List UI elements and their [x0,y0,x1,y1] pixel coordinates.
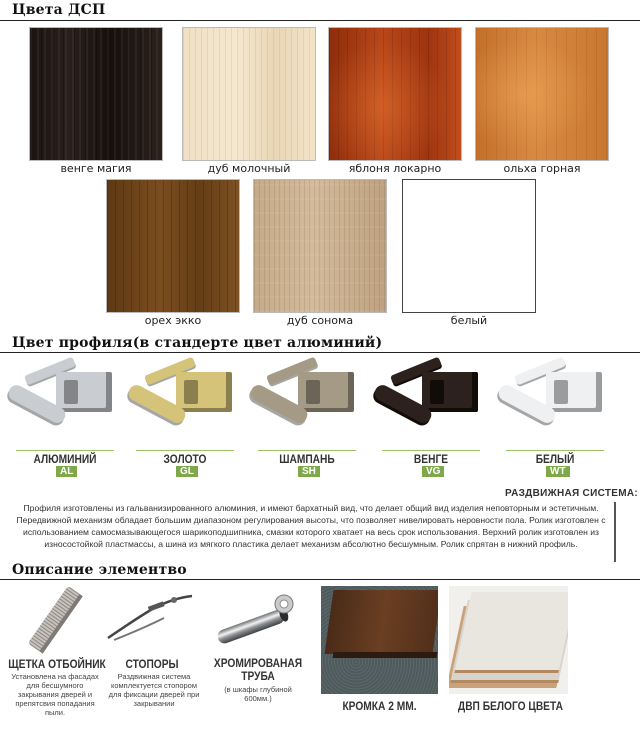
profile-image-gl [126,358,244,444]
profile-name: ШАМПАНЬ [279,452,335,466]
fibreboard-image [449,586,568,694]
profile-underline [16,450,114,451]
swatch-venge-magiya [29,27,163,161]
profile-code-badge: SH [298,466,320,477]
elements-section-title: Описание элементво [12,562,187,578]
dsp-divider [0,20,640,21]
swatch-oreh-ekko [106,179,240,313]
element-title: КРОМКА 2 ММ. [342,699,417,713]
profile-name: БЕЛЫЙ [535,452,575,466]
profile-underline [506,450,604,451]
profile-image-wt [496,358,614,444]
swatch-label: яблоня локарно [348,162,442,175]
profile-name: ВЕНГЕ [413,452,449,466]
swatch-olha-gornaya [475,27,609,161]
element-caption: (в шкафы глубиной 600мм.) [224,685,292,703]
profile-image-sh [248,358,366,444]
profile-section-title: Цвет профиля(в стандерте цвет алюминий) [12,335,383,351]
stopper-image [104,590,196,645]
swatch-label: белый [450,314,488,327]
swatch-label: дуб сонома [286,314,354,327]
brush-seal-image [14,585,94,655]
swatch-label: дуб молочный [207,162,291,175]
profile-name: ЗОЛОТО [163,452,207,466]
description-side-bar [614,502,616,562]
profile-underline [136,450,234,451]
sliding-system-description: Профиля изготовлены из гальванизированного алюминия, и имеют бархатный вид, что делает общий вид изделия неповторным и эстетичным. Передвижной механизм обладает большим диапазоном регулирования высоты, что позволяет нивелировать неровности пола. Ролик изготовлен с использованием самосмазывающегося шарикоподшипника, смазки которого хватает на весь срок использования. Верхний ролик изготовлен из износостойкой пластмассы, а шина из мягкого пластика делает механизм абсолютно бесшумным. Ролик спрятан в нижний профиль. [16,503,606,549]
element-caption: Раздвижная система комплектуется стопором для фиксации дверей при закрывании [108,672,200,708]
element-title: ДВП БЕЛОГО ЦВЕТА [457,699,563,713]
swatch-yablonya-lokarno [328,27,462,161]
swatch-dub-sonoma [253,179,387,313]
element-title: СТОПОРЫ [125,657,179,671]
swatch-label: орех экко [144,314,202,327]
element-title: ХРОМИРОВАНАЯ ТРУБА [213,656,303,683]
profile-code-badge: WT [546,466,570,477]
swatch-bely [402,179,536,313]
swatch-dub-molochny [182,27,316,161]
element-caption: Установлена на фасадах для бесшумного закрывания дверей и препятсвия попадания пыли. [11,672,99,717]
profile-underline [382,450,480,451]
edge-band-image [321,586,438,694]
profile-code-badge: VG [422,466,444,477]
profile-code-badge: AL [56,466,77,477]
swatch-label: ольха горная [503,162,581,175]
profile-name: АЛЮМИНИЙ [33,452,97,466]
profile-underline [258,450,356,451]
profile-image-al [6,358,124,444]
chrome-tube-image [210,592,306,646]
elements-divider [0,579,640,580]
dsp-section-title: Цвета ДСП [12,2,106,18]
swatch-label: венге магия [60,162,132,175]
profile-code-badge: GL [176,466,198,477]
sliding-system-heading: РАЗДВИЖНАЯ СИСТЕМА: [505,488,638,499]
element-title: ЩЕТКА ОТБОЙНИК [8,657,106,671]
profile-divider [0,352,640,353]
profile-image-vg [372,358,490,444]
